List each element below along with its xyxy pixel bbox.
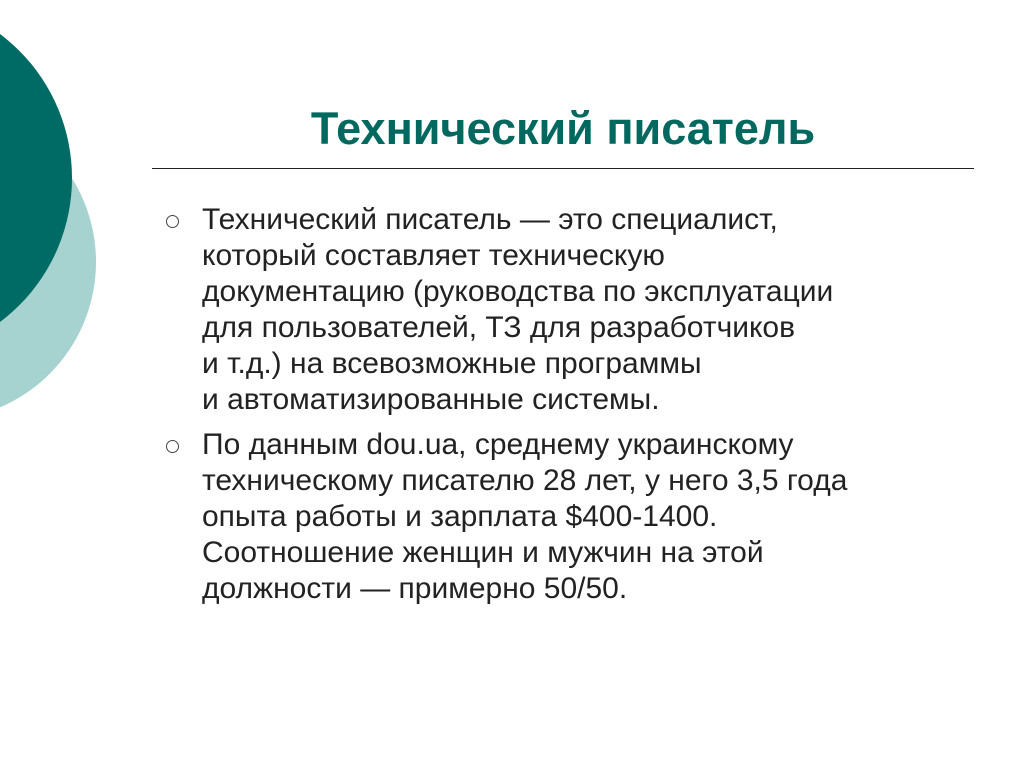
bullet-line: опыта работы и зарплата $400-1400. — [202, 500, 718, 533]
bullet-list — [158, 202, 958, 616]
bullet-item — [158, 427, 958, 607]
hollow-circle-bullet-icon — [166, 440, 179, 453]
bullet-text — [202, 427, 958, 607]
bullet-line: Технический писатель — это специалист, — [202, 203, 778, 236]
bullet-line: и автоматизированные системы. — [202, 383, 660, 416]
decorative-circles — [0, 0, 140, 420]
bullet-line: По данным dou.ua, среднему украинскому — [202, 428, 794, 461]
slide-title: Технический писатель — [310, 103, 816, 154]
hollow-circle-bullet-icon — [166, 215, 179, 228]
bullet-item — [158, 202, 958, 418]
bullet-line: который составляет техническую — [202, 239, 665, 272]
bullet-line: техническому писателю 28 лет, у него 3,5 года — [202, 464, 848, 497]
bullet-line: и т.д.) на всевозможные программы — [202, 347, 702, 380]
bullet-line: должности — примерно 50/50. — [202, 572, 628, 605]
bullet-line: для пользователей, ТЗ для разработчиков — [202, 311, 796, 344]
bullet-line: документацию (руководства по эксплуатации — [202, 275, 834, 308]
bullet-line: Соотношение женщин и мужчин на этой — [202, 536, 764, 569]
bullet-text — [202, 202, 958, 418]
title-divider — [152, 168, 974, 169]
